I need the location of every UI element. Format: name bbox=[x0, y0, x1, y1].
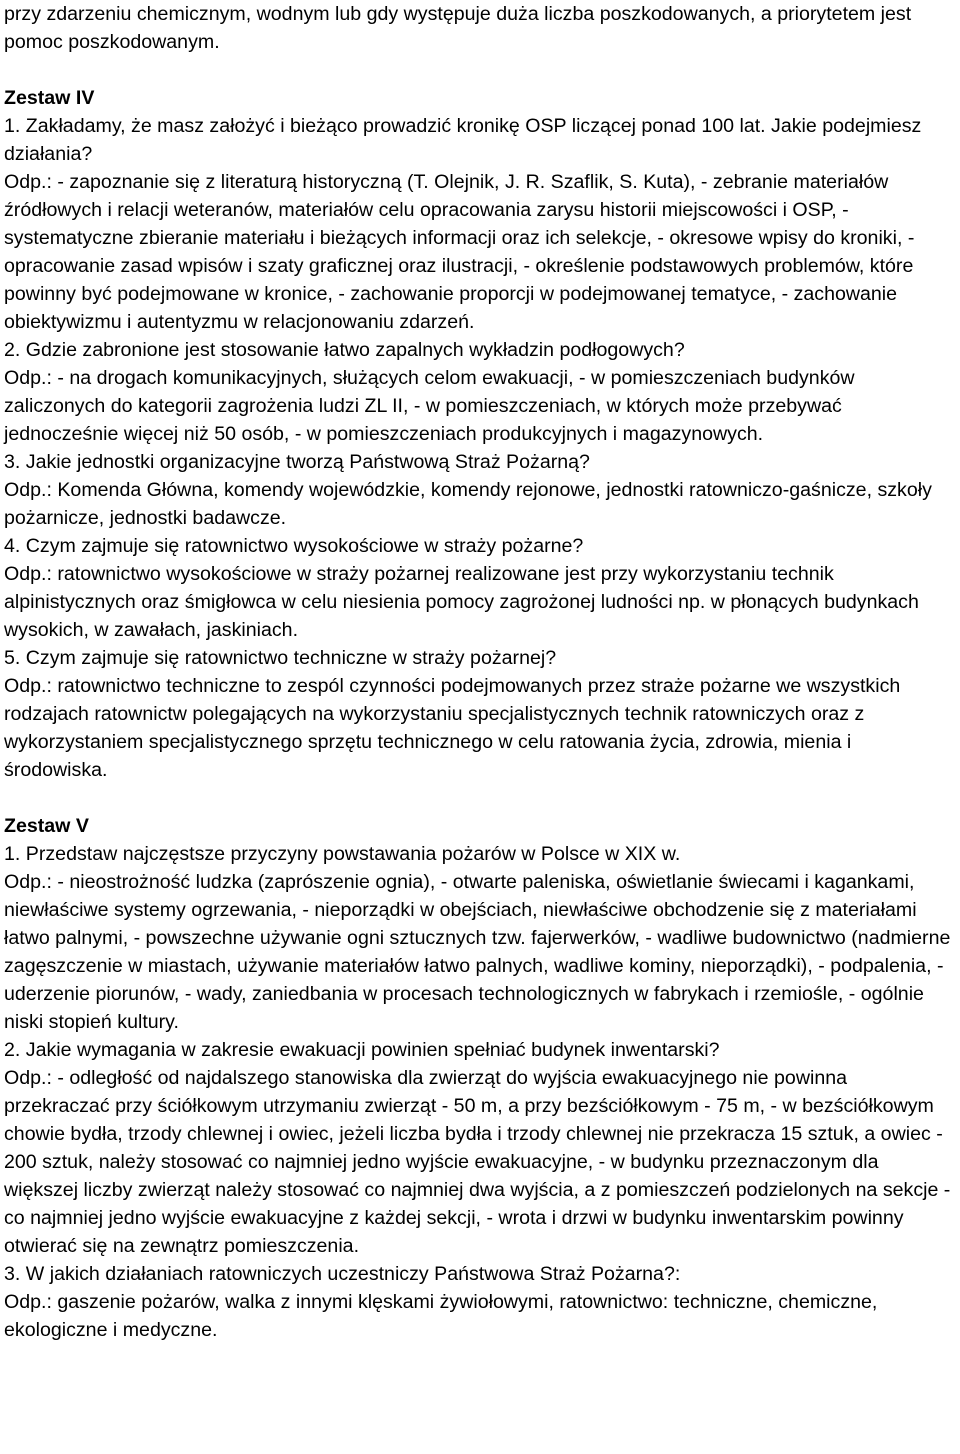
set-v-question-1: 1. Przedstaw najczęstsze przyczyny powstawania pożarów w Polsce w XIX w. bbox=[4, 843, 681, 865]
set-iv-question-1: 1. Zakładamy, że masz założyć i bieżąco prowadzić kronikę OSP liczącej ponad 100 lat. Jakie podejmiesz działania? bbox=[4, 115, 922, 165]
section-spacer bbox=[4, 56, 956, 84]
set-v-answer-1: Odp.: - nieostrożność ludzka (zaprószenie ognia), - otwarte paleniska, oświetlanie świecami i kagankami, niewłaściwe systemy ogrzewania, - nieporządki w obejściach, niewłaściwe obchodzenie się z materiałami łatwo palnymi, - powszechne używanie ogni sztucznych tzw. fajerwerków, - wadliwe budownictwo (nadmierne zagęszczenie w miastach, używanie materiałów łatwo palnych, wadliwe kominy, nieporządki), - podpalenia, - uderzenie piorunów, - wady, zaniedbania w procesach technologicznych w fabrykach i rzemiośle, - ogólnie niski stopień kultury. bbox=[4, 871, 951, 1033]
set-iv-answer-4: Odp.: ratownictwo wysokościowe w straży pożarnej realizowane jest przy wykorzystaniu technik alpinistycznych oraz śmigłowca w celu niesienia pomocy zagrożonej ludności np. w płonących budynkach wysokich, w zawałach, jaskiniach. bbox=[4, 563, 919, 641]
set-iv-section bbox=[4, 84, 956, 784]
set-iv-question-4: 4. Czym zajmuje się ratownictwo wysokościowe w straży pożarne? bbox=[4, 535, 584, 557]
set-v-answer-3: Odp.: gaszenie pożarów, walka z innymi klęskami żywiołowymi, ratownictwo: techniczne, chemiczne, ekologiczne i medyczne. bbox=[4, 1291, 878, 1341]
set-v-title: Zestaw V bbox=[4, 815, 89, 837]
set-iv-question-3: 3. Jakie jednostki organizacyjne tworzą Państwową Straż Pożarną? bbox=[4, 451, 590, 473]
document-page bbox=[4, 0, 956, 1344]
set-iv-question-5: 5. Czym zajmuje się ratownictwo techniczne w straży pożarnej? bbox=[4, 647, 557, 669]
set-iv-answer-5: Odp.: ratownictwo techniczne to zespól czynności podejmowanych przez straże pożarne we wszystkich rodzajach ratownictw polegających na wykorzystaniu specjalistycznych technik ratowniczych oraz z wykorzystaniem specjalistycznego sprzętu technicznego w celu ratowania życia, zdrowia, mienia i środowiska. bbox=[4, 675, 901, 781]
intro-continuation: przy zdarzeniu chemicznym, wodnym lub gdy występuje duża liczba poszkodowanych, a priorytetem jest pomoc poszkodowanym. bbox=[4, 3, 912, 53]
set-v-question-3: 3. W jakich działaniach ratowniczych uczestniczy Państwowa Straż Pożarna?: bbox=[4, 1263, 681, 1285]
set-v-section bbox=[4, 812, 956, 1344]
set-iv-question-2: 2. Gdzie zabronione jest stosowanie łatwo zapalnych wykładzin podłogowych? bbox=[4, 339, 685, 361]
set-iv-answer-1: Odp.: - zapoznanie się z literaturą historyczną (T. Olejnik, J. R. Szaflik, S. Kuta), - zebranie materiałów źródłowych i relacji weteranów, materiałów celu opracowania zarysu historii miejscowości i OSP, - systematyczne zbieranie materiału i bieżących informacji oraz ich selekcje, - okresowe wpisy do kroniki, - opracowanie zasad wpisów i szaty graficznej oraz ilustracji, - określenie podstawowych problemów, które powinny być podejmowane w kronice, - zachowanie proporcji w podejmowanej tematyce, - zachowanie obiektywizmu i autentyzmu w relacjonowaniu zdarzeń. bbox=[4, 171, 915, 333]
section-spacer bbox=[4, 784, 956, 812]
set-v-question-2: 2. Jakie wymagania w zakresie ewakuacji powinien spełniać budynek inwentarski? bbox=[4, 1039, 720, 1061]
set-iv-answer-3: Odp.: Komenda Główna, komendy wojewódzkie, komendy rejonowe, jednostki ratowniczo-gaśnicze, szkoły pożarnicze, jednostki badawcze. bbox=[4, 479, 932, 529]
set-v-answer-2: Odp.: - odległość od najdalszego stanowiska dla zwierząt do wyjścia ewakuacyjnego nie powinna przekraczać przy ściółkowym utrzymaniu zwierząt - 50 m, a przy bezściółkowym - 75 m, - w bezściółkowym chowie bydła, trzody chlewnej i owiec, jeżeli liczba bydła i trzody chlewnej nie przekracza 15 sztuk, a owiec - 200 sztuk, należy stosować co najmniej jedno wyjście ewakuacyjne, - w budynku przeznaczonym dla większej liczby zwierząt należy stosować co najmniej dwa wyjścia, a z pomieszczeń podzielonych na sekcje - co najmniej jedno wyjście ewakuacyjne z każdej sekcji, - wrota i drzwi w budynku inwentarskim powinny otwierać się na zewnątrz pomieszczenia. bbox=[4, 1067, 951, 1257]
set-iv-title: Zestaw IV bbox=[4, 87, 95, 109]
set-iv-answer-2: Odp.: - na drogach komunikacyjnych, służących celom ewakuacji, - w pomieszczeniach budynków zaliczonych do kategorii zagrożenia ludzi ZL II, - w pomieszczeniach, w których może przebywać jednocześnie więcej niż 50 osób, - w pomieszczeniach produkcyjnych i magazynowych. bbox=[4, 367, 855, 445]
